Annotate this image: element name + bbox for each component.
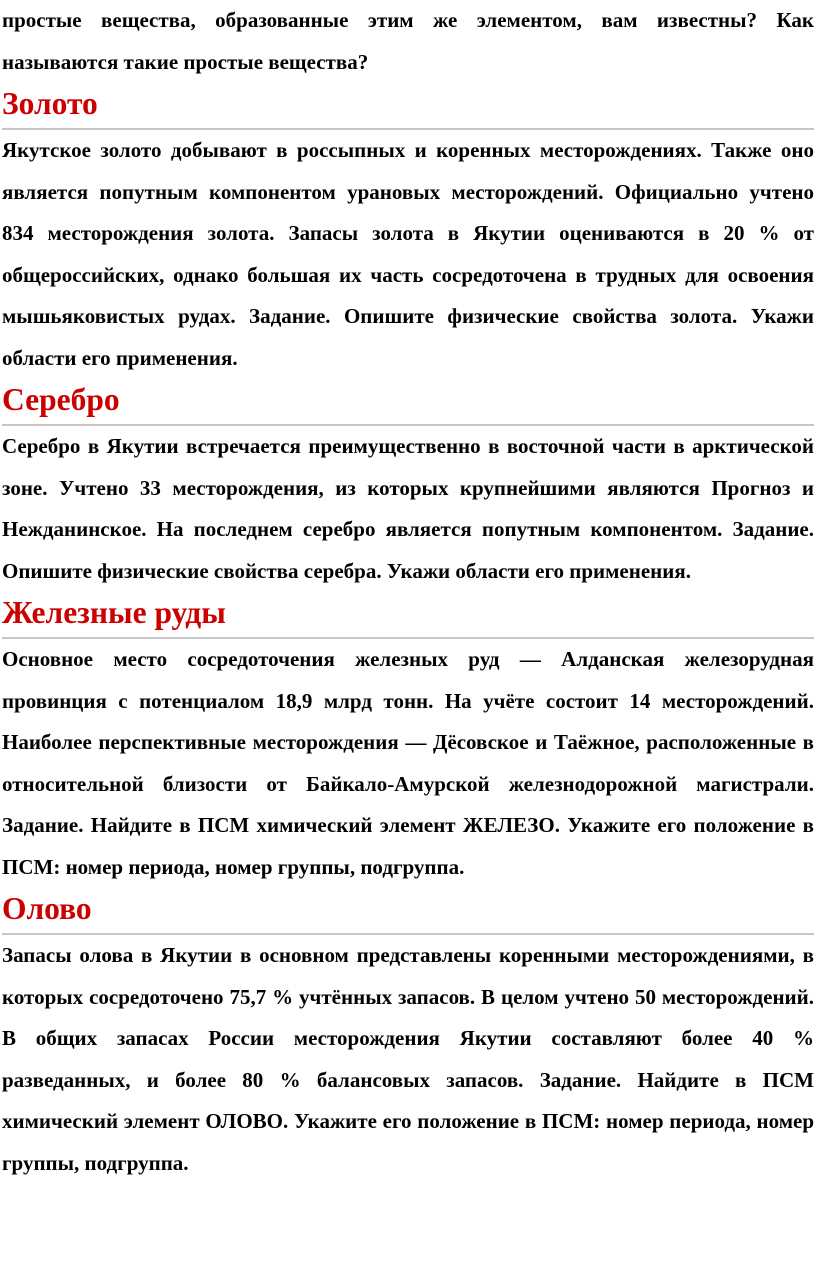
section-heading-gold: Золото: [2, 86, 98, 121]
section-heading-iron-ore: Железные руды: [2, 595, 226, 630]
section-text-silver: Серебро в Якутии встречается преимущественно в восточной части в арктической зоне. Учтено 33 месторождения, из которых крупнейшими являются Прогноз и Нежданинское. На последнем серебро является попутным компонентом. Задание. Опишите физические свойства серебра. Укажи области его применения.: [2, 434, 814, 583]
section-silver: [2, 379, 814, 592]
section-gold: [2, 83, 814, 379]
section-tin: [2, 888, 814, 1184]
section-heading-silver: Серебро: [2, 382, 120, 417]
section-text-gold: Якутское золото добывают в россыпных и коренных месторождениях. Также оно является попутным компонентом урановых месторождений. Официально учтено 834 месторождения золота. Запасы золота в Якутии оцениваются в 20 % от общероссийских, однако большая их часть сосредоточена в трудных для освоения мышьяковистых рудах. Задание. Опишите физические свойства золота. Укажи области его применения.: [2, 138, 814, 370]
section-heading-tin: Олово: [2, 891, 92, 926]
section-text-tin: Запасы олова в Якутии в основном представлены коренными месторождениями, в которых сосредоточено 75,7 % учтённых запасов. В целом учтено 50 месторождений. В общих запасах России месторождения Якутии составляют более 40 % разведанных, и более 80 % балансовых запасов. Задание. Найдите в ПСМ химический элемент ОЛОВО. Укажите его положение в ПСМ: номер периода, номер группы, подгруппа.: [2, 943, 814, 1175]
section-text-iron-ore: Основное место сосредоточения железных руд — Алданская железорудная провинция с потенциалом 18,9 млрд тонн. На учёте состоит 14 месторождений. Наиболее перспективные месторождения — Дёсовское и Таёжное, расположенные в относительной близости от Байкало-Амурской железнодорожной магистрали. Задание. Найдите в ПСМ химический элемент ЖЕЛЕЗО. Укажите его положение в ПСМ: номер периода, номер группы, подгруппа.: [2, 647, 814, 879]
intro-paragraph: простые вещества, образованные этим же элементом, вам известны? Как называются такие простые вещества?: [2, 8, 814, 74]
section-iron-ore: [2, 592, 814, 888]
